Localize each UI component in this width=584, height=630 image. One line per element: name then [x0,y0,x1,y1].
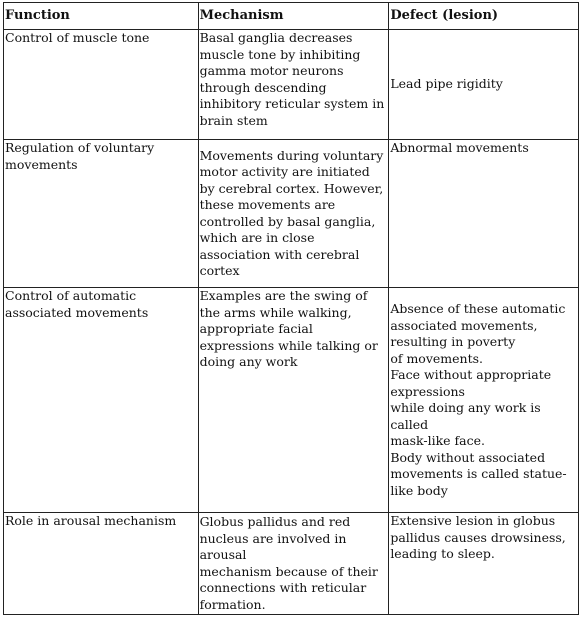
defect-cell [389,30,579,140]
mechanism-text: Examples are the swing of the arms while walking, appropriate facial expressions while talking or doing any work [199,288,378,369]
defect-cell [389,140,579,288]
mechanism-text: Globus pallidus and red nucleus are involved in arousal mechanism because of their connections with reticular formation. [199,514,378,612]
function-cell [4,30,199,140]
mechanism-cell [198,30,389,140]
mechanism-cell [198,288,389,513]
function-cell [4,513,199,615]
mechanism-cell [198,513,389,615]
header-row [4,3,579,30]
defect-text: Lead pipe rigidity [390,76,503,92]
mechanism-cell [198,140,389,288]
function-cell [4,140,199,288]
header-function: Function [4,3,199,30]
function-text: Regulation of voluntary movements [5,140,155,172]
header-defect: Defect (lesion) [389,3,579,30]
defect-text: Extensive lesion in globus pallidus causes drowsiness, leading to sleep. [390,513,566,561]
table-row [4,140,579,288]
table-row [4,288,579,513]
defect-cell [389,513,579,615]
defect-text: Abnormal movements [390,140,529,155]
header-mechanism: Mechanism [198,3,389,30]
mechanism-text: Movements during voluntary motor activity are initiated by cerebral cortex. However, these movements are controlled by basal ganglia, which are in close association with cerebral cortex [199,147,384,278]
table-row [4,30,579,140]
basal-ganglia-function-table [3,2,579,615]
defect-cell [389,288,579,513]
function-text: Control of automatic associated movements [5,288,149,320]
function-text: Control of muscle tone [5,30,150,45]
defect-text: Absence of these automatic associated movements, resulting in poverty of movements. Face without appropriate expressions while doing any work is called mask-like face. Body without associated movements is called statue-like body [390,301,567,498]
table-row [4,513,579,615]
mechanism-text: Basal ganglia decreases muscle tone by inhibiting gamma motor neurons through descending inhibitory reticular system in brain stem [199,30,385,128]
function-text: Role in arousal mechanism [5,513,177,528]
function-cell [4,288,199,513]
